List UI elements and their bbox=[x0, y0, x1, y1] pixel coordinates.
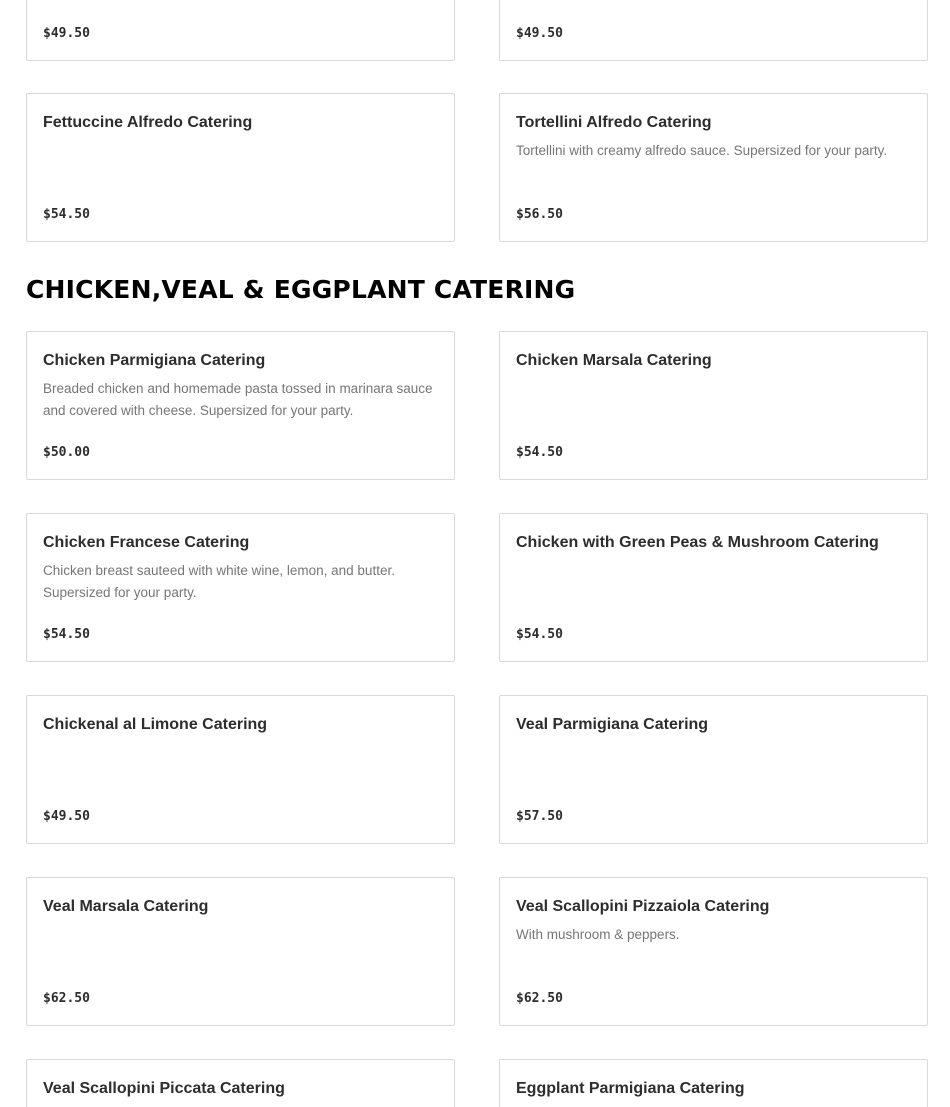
item-name: Fettuccine Alfredo Catering bbox=[43, 114, 253, 131]
menu-item-card[interactable] bbox=[499, 695, 928, 844]
item-price: $50.00 bbox=[43, 445, 90, 460]
item-name: Chicken Parmigiana Catering bbox=[43, 352, 266, 369]
item-price: $49.50 bbox=[43, 26, 90, 41]
item-price: $54.50 bbox=[516, 445, 563, 460]
menu-item-card[interactable] bbox=[499, 877, 928, 1026]
menu-item-card[interactable] bbox=[499, 513, 928, 662]
item-price: $54.50 bbox=[43, 627, 90, 642]
item-name: Chicken with Green Peas & Mushroom Catering bbox=[516, 534, 879, 551]
item-name: Veal Scallopini Piccata Catering bbox=[43, 1080, 285, 1097]
item-description: Breaded chicken and homemade pasta tossed in marinara sauce and covered with cheese. Supersized for your party. bbox=[43, 381, 433, 418]
item-price: $57.50 bbox=[516, 809, 563, 824]
menu-item-card[interactable] bbox=[26, 1059, 455, 1107]
item-name: Chickenal al Limone Catering bbox=[43, 716, 268, 733]
item-name: Veal Parmigiana Catering bbox=[516, 716, 709, 733]
menu-item-card[interactable] bbox=[499, 1059, 928, 1107]
item-price: $56.50 bbox=[516, 207, 563, 222]
item-price: $54.50 bbox=[43, 207, 90, 222]
item-name: Eggplant Parmigiana Catering bbox=[516, 1080, 745, 1097]
menu-item-card[interactable] bbox=[26, 93, 455, 242]
item-price: $54.50 bbox=[516, 627, 563, 642]
menu-item-card[interactable] bbox=[499, 331, 928, 480]
item-description: Tortellini with creamy alfredo sauce. Supersized for your party. bbox=[516, 143, 888, 158]
menu-item-card[interactable] bbox=[499, 93, 928, 242]
item-price: $62.50 bbox=[516, 991, 563, 1006]
menu-item-card[interactable] bbox=[26, 513, 455, 662]
item-name: Chicken Marsala Catering bbox=[516, 352, 712, 369]
item-name: Veal Scallopini Pizzaiola Catering bbox=[516, 898, 770, 915]
item-name: Chicken Francese Catering bbox=[43, 534, 250, 551]
menu-item-card[interactable] bbox=[26, 695, 455, 844]
menu-item-card[interactable] bbox=[26, 0, 455, 61]
item-description: Chicken breast sauteed with white wine, lemon, and butter. Supersized for your party. bbox=[43, 563, 395, 600]
item-name: Veal Marsala Catering bbox=[43, 898, 209, 915]
section-heading: CHICKEN,VEAL & EGGPLANT CATERING bbox=[26, 275, 576, 304]
menu-item-card[interactable] bbox=[26, 331, 455, 480]
item-price: $49.50 bbox=[43, 809, 90, 824]
menu-item-card[interactable] bbox=[499, 0, 928, 61]
menu-item-card[interactable] bbox=[26, 877, 455, 1026]
item-name: Tortellini Alfredo Catering bbox=[516, 114, 712, 131]
item-price: $62.50 bbox=[43, 991, 90, 1006]
item-price: $49.50 bbox=[516, 26, 563, 41]
item-description: With mushroom & peppers. bbox=[516, 927, 680, 942]
